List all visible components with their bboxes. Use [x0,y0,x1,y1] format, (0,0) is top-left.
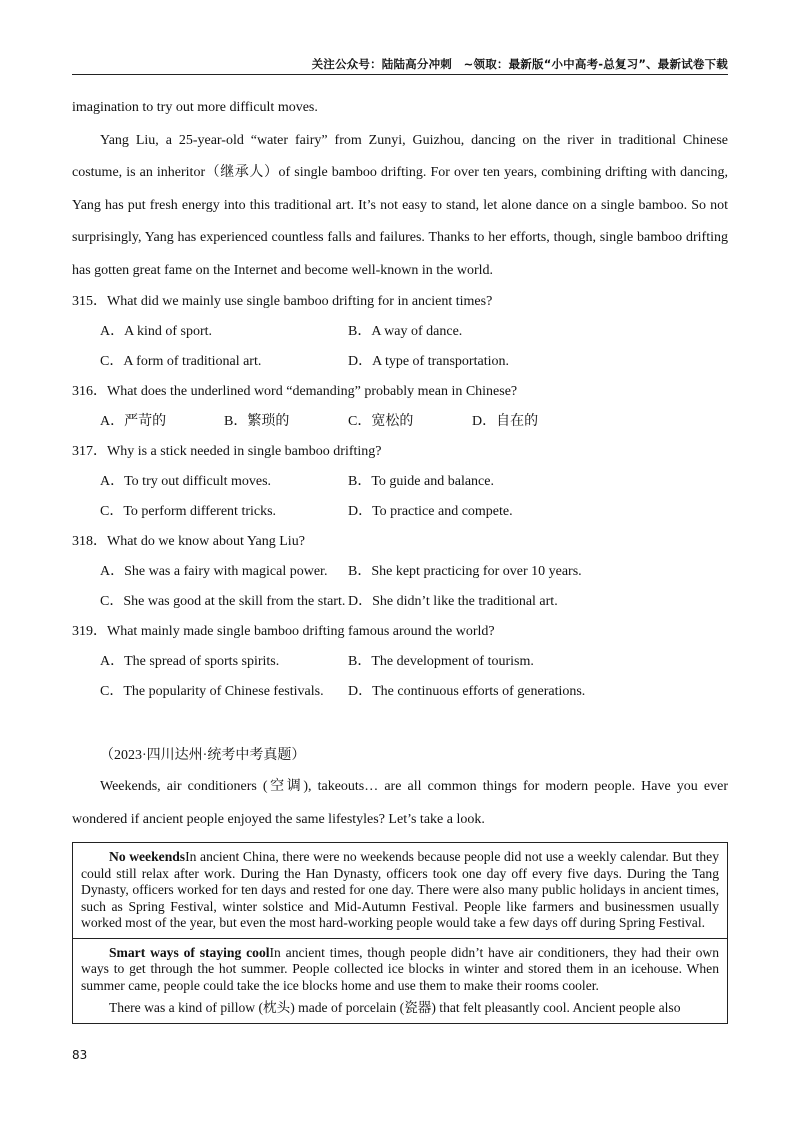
passage1-fragment: imagination to try out more difficult moves. [72,100,318,115]
section-title: No weekends [109,849,186,864]
option-d: D．She didn’t like the traditional art. [348,594,558,609]
option-b: B．繁琐的 [224,414,290,429]
option-c: C．宽松的 [348,414,414,429]
option-a: A．She was a fairy with magical power. [100,564,328,579]
option-d: D．A type of transportation. [348,354,509,369]
page-header: 关注公众号：陆陆高分冲刺 ~领取：最新版“小中高考-总复习”、最新试卷下载 [311,57,728,71]
section-title: Smart ways of staying cool [109,944,270,960]
question-317 [72,437,728,527]
question-stem: 319．What mainly made single bamboo drifting famous around the world? [72,624,495,639]
option-a: A．The spread of sports spirits. [100,654,280,669]
passage1-paragraph: Yang Liu, a 25-year-old “water fairy” from Zunyi, Guizhou, dancing on the river in traditional Chinese costume, is an inheritor（继承人）of single bamboo drifting. For over ten years, combining drifting with dancing, Yang has put fresh energy into this traditional art. It’s not easy to stand, let alone dance on a single bamboo. So not surprisingly, Yang has experienced countless falls and failures. Thanks to her efforts, though, single bamboo drifting has gotten great fame on the Internet and become well-known in the world. [72,132,728,278]
section-text: In ancient China, there were no weekends because people did not use a weekly calendar. But they could still relax after work. During the Han Dynasty, officers took one day off every five days. During the Tang Dynasty, officers worked for ten days and rested for one day. There were also many public holidays in ancient times, such as Spring Festival, winter solstice and Mid-Autumn Festival. People like farmers and businessmen usually worked most of the year, but even the most hard-working people would take a few days off during Spring Festival. [81,849,719,930]
option-d: D．The continuous efforts of generations. [348,684,586,699]
option-b: B．To guide and balance. [348,474,494,489]
option-c: C．She was good at the skill from the start. [100,594,346,609]
option-c: C．To perform different tricks. [100,504,277,519]
question-315 [72,287,728,377]
page-content [72,92,728,1024]
question-stem: 316．What does the underlined word “demanding” probably mean in Chinese? [72,384,518,399]
question-stem: 318．What do we know about Yang Liu? [72,534,305,549]
passage2-box [72,842,728,1024]
option-d: D．自在的 [472,414,539,429]
passage2-source: （2023·四川达州·统考中考真题） [100,748,306,763]
option-a: A．A kind of sport. [100,324,212,339]
header-divider [72,74,728,75]
option-a: A．严苛的 [100,414,167,429]
section-text: In ancient times, though people didn’t have air conditioners, they had their own ways to get through the hot summer. People collected ice blocks in winter and stored them in an icehouse. When summer came, people could take the ice blocks home and use them to make their rooms cooler. [81,944,719,993]
option-c: C．A form of traditional art. [100,354,262,369]
option-a: A．To try out difficult moves. [100,474,272,489]
section-text-continued: There was a kind of pillow (枕头) made of porcelain (瓷器) that felt pleasantly cool. Ancient people also [109,1000,681,1015]
option-b: B．The development of tourism. [348,654,534,669]
question-stem: 315．What did we mainly use single bamboo drifting for in ancient times? [72,294,493,309]
question-319 [72,617,728,707]
box-section-no-weekends [73,843,727,938]
option-b: B．A way of dance. [348,324,463,339]
option-b: B．She kept practicing for over 10 years. [348,564,582,579]
option-d: D．To practice and compete. [348,504,513,519]
question-stem: 317．Why is a stick needed in single bamboo drifting? [72,444,382,459]
option-c: C．The popularity of Chinese festivals. [100,684,324,699]
box-section-staying-cool [73,938,727,1023]
question-316 [72,377,728,437]
question-318 [72,527,728,617]
page-number: 83 [72,1048,88,1062]
passage2-intro: Weekends, air conditioners (空调), takeouts… are all common things for modern people. Have you ever wondered if ancient people enjoyed the same lifestyles? Let’s take a look. [72,779,728,827]
